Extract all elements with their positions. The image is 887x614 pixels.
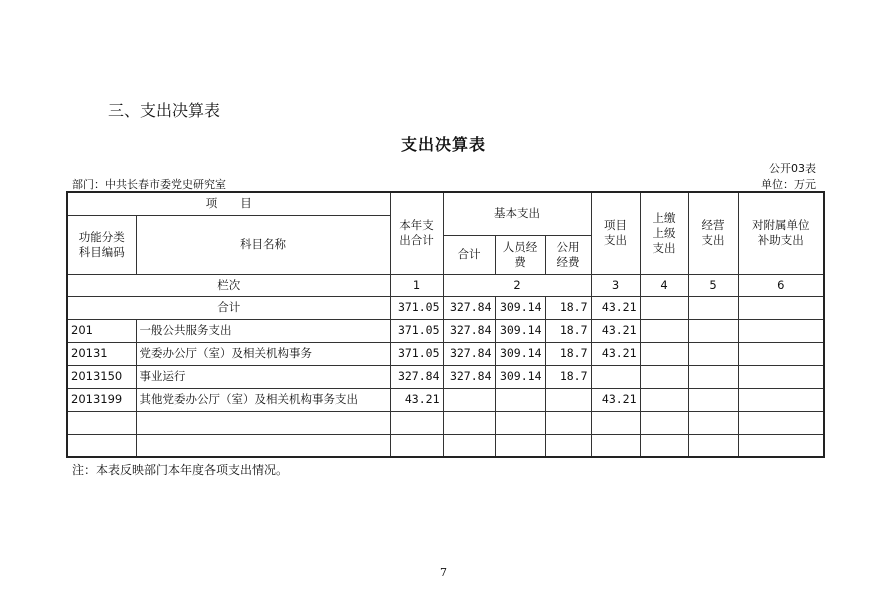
table-row xyxy=(67,342,824,365)
cell-name: 事业运行 xyxy=(136,365,390,388)
cell-code: 2013199 xyxy=(67,388,136,411)
column-index: 5 xyxy=(688,274,738,296)
cell-project xyxy=(591,365,640,388)
public-header: 公用 经费 xyxy=(545,235,591,274)
cell-project: 43.21 xyxy=(591,388,640,411)
table-row xyxy=(67,434,824,457)
cell-business xyxy=(688,342,738,365)
basic-header: 基本支出 xyxy=(443,192,591,235)
cell-code xyxy=(67,434,136,457)
sum-subsidy xyxy=(738,296,824,319)
row-index-label: 栏次 xyxy=(67,274,390,296)
sum-personnel: 309.14 xyxy=(495,296,545,319)
func-code-header: 功能分类 科目编码 xyxy=(67,215,136,274)
cell-public: 18.7 xyxy=(545,319,591,342)
personnel-header: 人员经 费 xyxy=(495,235,545,274)
cell-subsidy xyxy=(738,365,824,388)
cell-personnel xyxy=(495,434,545,457)
cell-total xyxy=(390,434,443,457)
data-rows xyxy=(67,319,824,457)
department-label: 部门：中共长春市委党史研究室 xyxy=(72,178,226,191)
table-row xyxy=(67,319,824,342)
cell-public xyxy=(545,388,591,411)
table-row xyxy=(67,411,824,434)
item-header: 项 目 xyxy=(67,192,390,215)
expenditure-table xyxy=(66,191,825,458)
cell-upper xyxy=(640,365,688,388)
cell-code xyxy=(67,411,136,434)
sum-total: 371.05 xyxy=(390,296,443,319)
cell-personnel: 309.14 xyxy=(495,319,545,342)
column-index: 4 xyxy=(640,274,688,296)
basic-total-header: 合计 xyxy=(443,235,495,274)
sum-basic-total: 327.84 xyxy=(443,296,495,319)
table-row xyxy=(67,365,824,388)
cell-upper xyxy=(640,388,688,411)
column-index: 1 xyxy=(390,274,443,296)
cell-total: 43.21 xyxy=(390,388,443,411)
cell-total: 327.84 xyxy=(390,365,443,388)
cell-basic-total xyxy=(443,434,495,457)
cell-name: 一般公共服务支出 xyxy=(136,319,390,342)
cell-personnel: 309.14 xyxy=(495,365,545,388)
upper-header: 上缴 上级 支出 xyxy=(640,192,688,274)
project-header: 项目 支出 xyxy=(591,192,640,274)
column-index-row xyxy=(67,274,824,296)
cell-business xyxy=(688,411,738,434)
header-row xyxy=(67,192,824,215)
cell-project xyxy=(591,411,640,434)
cell-upper xyxy=(640,342,688,365)
cell-code: 201 xyxy=(67,319,136,342)
cell-business xyxy=(688,388,738,411)
cell-public: 18.7 xyxy=(545,342,591,365)
cell-business xyxy=(688,319,738,342)
cell-business xyxy=(688,365,738,388)
cell-basic-total: 327.84 xyxy=(443,365,495,388)
cell-personnel xyxy=(495,411,545,434)
cell-subsidy xyxy=(738,388,824,411)
cell-subsidy xyxy=(738,319,824,342)
cell-upper xyxy=(640,411,688,434)
column-index: 3 xyxy=(591,274,640,296)
cell-name: 党委办公厅（室）及相关机构事务 xyxy=(136,342,390,365)
cell-total: 371.05 xyxy=(390,319,443,342)
cell-basic-total xyxy=(443,388,495,411)
subject-name-header: 科目名称 xyxy=(136,215,390,274)
table-row xyxy=(67,388,824,411)
sum-project: 43.21 xyxy=(591,296,640,319)
footnote: 注：本表反映部门本年度各项支出情况。 xyxy=(72,463,289,477)
cell-public: 18.7 xyxy=(545,365,591,388)
cell-public xyxy=(545,411,591,434)
cell-name xyxy=(136,411,390,434)
cell-subsidy xyxy=(738,434,824,457)
total-header: 本年支 出合计 xyxy=(390,192,443,274)
cell-business xyxy=(688,434,738,457)
cell-name xyxy=(136,434,390,457)
cell-subsidy xyxy=(738,342,824,365)
table-title: 支出决算表 xyxy=(400,135,486,154)
cell-upper xyxy=(640,434,688,457)
cell-code: 2013150 xyxy=(67,365,136,388)
cell-total xyxy=(390,411,443,434)
sum-business xyxy=(688,296,738,319)
cell-project: 43.21 xyxy=(591,342,640,365)
cell-public xyxy=(545,434,591,457)
cell-basic-total: 327.84 xyxy=(443,342,495,365)
sum-public: 18.7 xyxy=(545,296,591,319)
section-heading: 三、支出决算表 xyxy=(108,101,221,120)
subsidy-header: 对附属单位 补助支出 xyxy=(738,192,824,274)
cell-upper xyxy=(640,319,688,342)
column-index: 6 xyxy=(738,274,824,296)
page-number: 7 xyxy=(440,566,447,579)
cell-personnel: 309.14 xyxy=(495,342,545,365)
cell-basic-total: 327.84 xyxy=(443,319,495,342)
column-index: 2 xyxy=(443,274,591,296)
sum-row xyxy=(67,296,824,319)
cell-basic-total xyxy=(443,411,495,434)
business-header: 经营 支出 xyxy=(688,192,738,274)
sum-label: 合计 xyxy=(67,296,390,319)
cell-total: 371.05 xyxy=(390,342,443,365)
unit-label: 单位：万元 xyxy=(761,178,816,191)
cell-subsidy xyxy=(738,411,824,434)
cell-personnel xyxy=(495,388,545,411)
cell-project: 43.21 xyxy=(591,319,640,342)
cell-code: 20131 xyxy=(67,342,136,365)
form-number: 公开03表 xyxy=(769,162,816,175)
cell-project xyxy=(591,434,640,457)
sum-upper xyxy=(640,296,688,319)
cell-name: 其他党委办公厅（室）及相关机构事务支出 xyxy=(136,388,390,411)
